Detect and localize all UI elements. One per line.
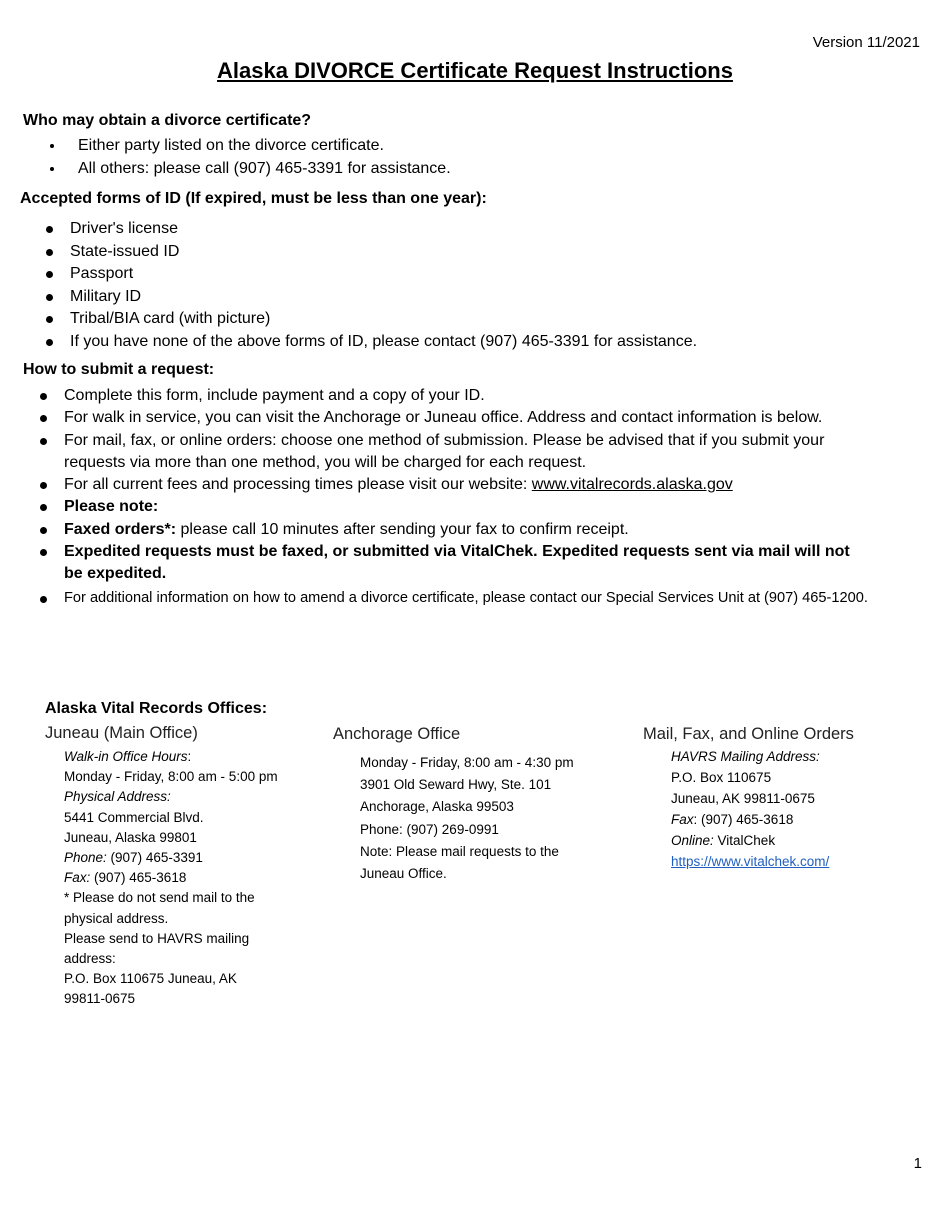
offices-heading: Alaska Vital Records Offices: (45, 700, 268, 717)
list-item: Either party listed on the divorce certificate. (23, 134, 903, 157)
juneau-hours-label: Walk-in Office Hours (64, 749, 188, 764)
juneau-address-label: Physical Address: (64, 789, 171, 805)
who-heading: Who may obtain a divorce certificate? (23, 112, 312, 129)
faxed-orders-text: please call 10 minutes after sending your fax to confirm receipt. (176, 520, 629, 538)
juneau-phone-line (64, 848, 279, 868)
id-list (20, 218, 920, 354)
mail-fax-line (671, 809, 911, 830)
juneau-phone-label: Phone: (64, 850, 107, 866)
havrs-address-line1: P.O. Box 110675 (671, 770, 772, 785)
list-item: If you have none of the above forms of ID, please contact (907) 465-3391 for assistance. (20, 331, 920, 354)
list-item: For mail, fax, or online orders: choose one method of submission. Please be advised that if you submit your requests via more than one method, you will be charged for each request. (20, 430, 920, 475)
mail-fax-label: Fax (671, 812, 694, 827)
juneau-note-mail: * Please do not send mail to the physical address. (64, 890, 255, 926)
juneau-address-line1: 5441 Commercial Blvd. (64, 809, 204, 825)
faxed-orders-label: Faxed orders*: (64, 520, 177, 538)
juneau-hours-colon: : (187, 749, 192, 764)
id-heading: Accepted forms of ID (If expired, must be less than one year): (20, 190, 487, 207)
list-item (20, 474, 920, 496)
online-label: Online: (671, 833, 714, 848)
anchorage-phone: Phone: (907) 269-0991 (360, 821, 499, 837)
online-service: VitalChek (713, 833, 776, 848)
anchorage-address-line2: Anchorage, Alaska 99503 (360, 799, 514, 815)
list-item: Military ID (20, 286, 920, 309)
mail-fax: : (907) 465-3618 (693, 812, 794, 827)
juneau-fax: (907) 465-3618 (90, 870, 187, 886)
anchorage-office-title: Anchorage Office (333, 725, 461, 743)
submit-list (20, 385, 920, 608)
page-number: 1 (913, 1155, 922, 1172)
list-item: All others: please call (907) 465-3391 for assistance. (23, 157, 903, 180)
juneau-office-title: Juneau (Main Office) (45, 724, 198, 742)
juneau-phone: (907) 465-3391 (106, 850, 203, 866)
list-item: Driver's license (20, 218, 920, 241)
havrs-address-label: HAVRS Mailing Address: (671, 749, 820, 764)
juneau-fax-label: Fax: (64, 870, 91, 886)
list-item: State-issued ID (20, 241, 920, 264)
version-label: Version 11/2021 (812, 34, 920, 51)
website-link[interactable]: www.vitalrecords.alaska.gov (531, 476, 733, 494)
juneau-office-details (64, 747, 279, 1010)
mail-orders-details (671, 746, 911, 872)
juneau-fax-line (64, 868, 279, 888)
website-prefix: For all current fees and processing times please visit our website: (64, 476, 532, 494)
juneau-note-pobox: P.O. Box 110675 Juneau, AK 99811-0675 (64, 971, 237, 1007)
submit-heading: How to submit a request: (23, 361, 215, 378)
anchorage-hours: Monday - Friday, 8:00 am - 4:30 pm (360, 755, 574, 770)
page-title: Alaska DIVORCE Certificate Request Instructions (217, 58, 733, 83)
list-item (20, 519, 920, 541)
list-item: For walk in service, you can visit the Anchorage or Juneau office. Address and contact information is below. (20, 407, 920, 429)
list-item: Expedited requests must be faxed, or submitted via VitalChek. Expedited requests sent via mail will not be expedited. (20, 541, 920, 586)
anchorage-note: Note: Please mail requests to the Juneau Office. (360, 843, 559, 882)
juneau-hours-label-line (64, 747, 279, 767)
anchorage-address-line1: 3901 Old Seward Hwy, Ste. 101 (360, 777, 552, 793)
vitalchek-link[interactable]: https://www.vitalchek.com/ (671, 854, 830, 869)
juneau-note-havrs: Please send to HAVRS mailing address: (64, 930, 250, 967)
who-list (23, 134, 903, 180)
juneau-address-line2: Juneau, Alaska 99801 (64, 829, 197, 845)
list-item: For additional information on how to amend a divorce certificate, please contact our Special Services Unit at (907) 465-1200. (20, 588, 920, 608)
list-item: Passport (20, 263, 920, 286)
list-item: Complete this form, include payment and a copy of your ID. (20, 385, 920, 407)
list-item: Tribal/BIA card (with picture) (20, 308, 920, 331)
list-item: Please note: (20, 496, 920, 518)
online-line (671, 830, 911, 851)
juneau-hours: Monday - Friday, 8:00 am - 5:00 pm (64, 769, 278, 785)
mail-orders-title: Mail, Fax, and Online Orders (643, 725, 854, 743)
havrs-address-line2: Juneau, AK 99811-0675 (671, 791, 815, 806)
anchorage-office-details (360, 752, 600, 885)
